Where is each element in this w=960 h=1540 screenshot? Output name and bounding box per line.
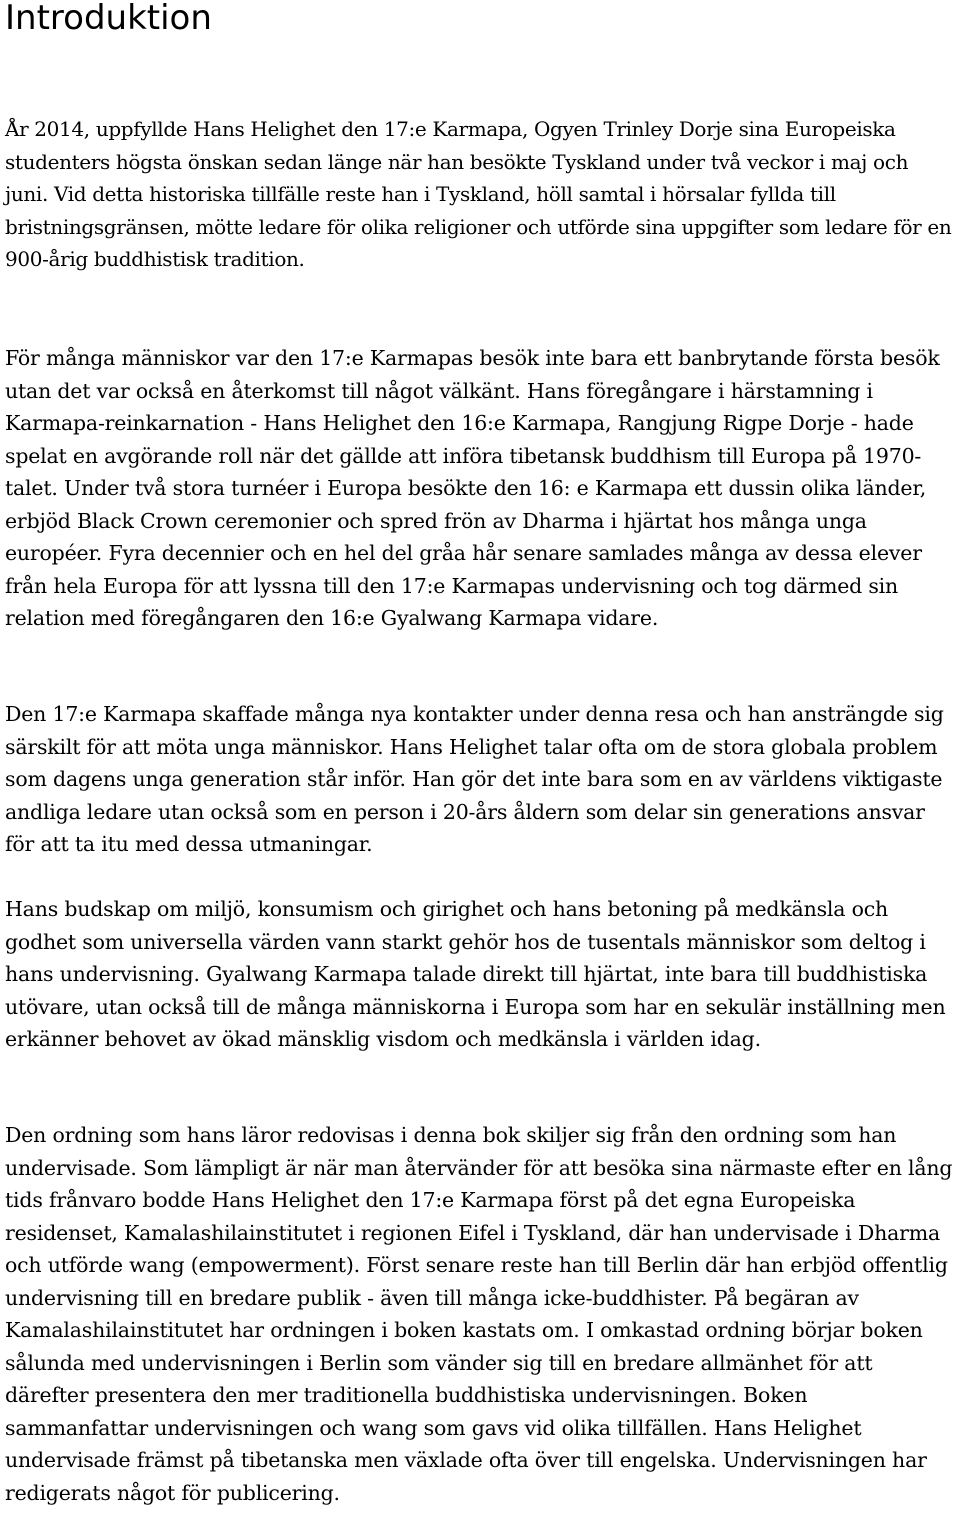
paragraph-4: Hans budskap om miljö, konsumism och girighet och hans betoning på medkänsla och godhet som universella värden vann starkt gehör hos de tusentals människor som deltog i hans undervisning. Gyalwang Karmapa talade direkt till hjärtat, inte bara till buddhistiska utövare, utan också till de många människorna i Europa som har en sekulär inställning men erkänner behovet av ökad mänsklig visdom och medkänsla i världen idag. [5, 897, 946, 1051]
paragraph-3: Den 17:e Karmapa skaffade många nya kontakter under denna resa och han ansträngde sig särskilt för att möta unga människor. Hans Helighet talar ofta om de stora globala problem som dagens unga generation står inför. Han gör det inte bara som en av världens viktigaste andliga ledare utan också som en person i 20-års åldern som delar sin generations ansvar för att ta itu med dessa utmaningar. [5, 702, 944, 856]
document-page [5, 0, 955, 1505]
paragraph-1: År 2014, uppfyllde Hans Helighet den 17:e Karmapa, Ogyen Trinley Dorje sina Europeiska studenters högsta önskan sedan länge när han besökte Tyskland under två veckor i maj och juni. Vid detta historiska tillfälle reste han i Tyskland, höll samtal i hörsalar fyllda till bristningsgränsen, mötte ledare för olika religioner och utförde sina uppgifter som ledare för en 900-årig buddhistisk tradition. [5, 117, 952, 271]
paragraph-2: För många människor var den 17:e Karmapas besök inte bara ett banbrytande första besök utan det var också en återkomst till något välkänt. Hans föregångare i härstamning i Karmapa-reinkarnation - Hans Helighet den 16:e Karmapa, Rangjung Rigpe Dorje - hade spelat en avgörande roll när det gällde att införa tibetansk buddhism till Europa på 1970-talet. Under två stora turnéer i Europa besökte den 16: e Karmapa ett dussin olika länder, erbjöd Black Crown ceremonier och spred frön av Dharma i hjärtat hos många unga européer. Fyra decennier och en hel del gråa hår senare samlades många av dessa elever från hela Europa för att lyssna till den 17:e Karmapas undervisning och tog därmed sin relation med föregångaren den 16:e Gyalwang Karmapa vidare. [5, 346, 940, 630]
paragraph-5: Den ordning som hans läror redovisas i denna bok skiljer sig från den ordning som han undervisade. Som lämpligt är när man återvänder för att besöka sina närmaste efter en lång tids frånvaro bodde Hans Helighet den 17:e Karmapa först på det egna Europeiska residenset, Kamalashilainstitutet i regionen Eifel i Tyskland, där han undervisade i Dharma och utförde wang (empowerment). Först senare reste han till Berlin där han erbjöd offentlig undervisning till en bredare publik - även till många icke-buddhister. På begäran av Kamalashilainstitutet har ordningen i boken kastats om. I omkastad ordning börjar boken sålunda med undervisningen i Berlin som vänder sig till en bredare allmänhet för att därefter presentera den mer traditionella buddhistiska undervisningen. Boken sammanfattar undervisningen och wang som gavs vid olika tillfällen. Hans Helighet undervisade främst på tibetanska men växlade ofta över till engelska. Undervisningen har redigerats något för publicering. [5, 1123, 953, 1505]
page-title: Introduktion [5, 0, 212, 38]
